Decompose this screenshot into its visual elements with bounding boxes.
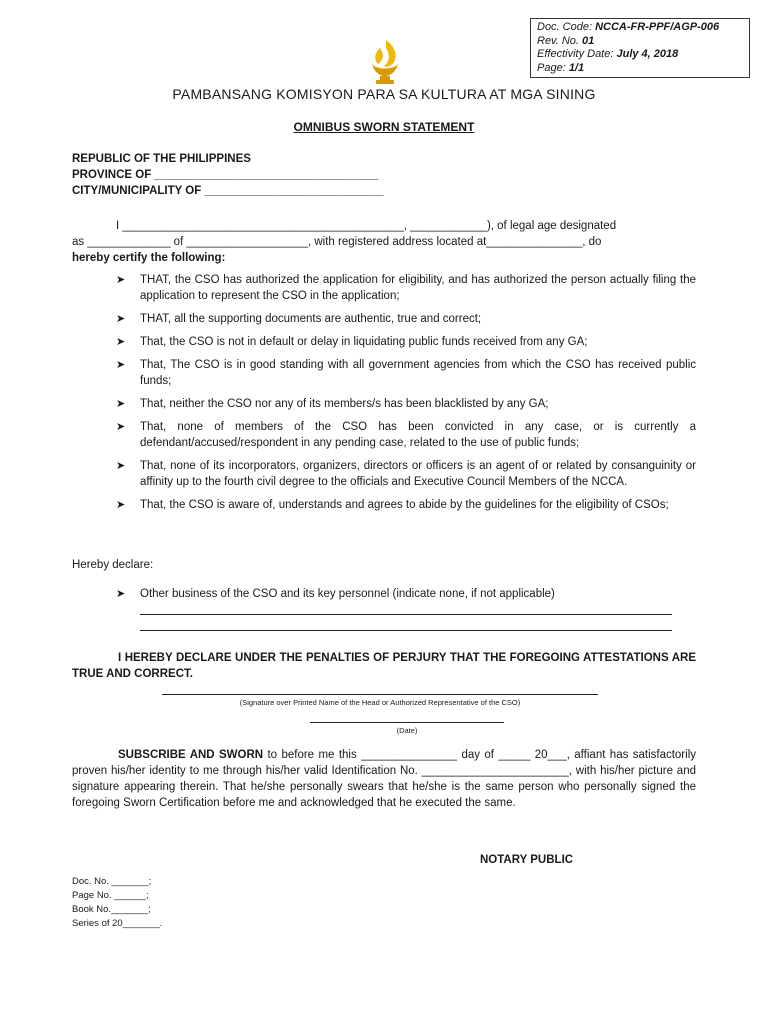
intro-line-3: hereby certify the following:: [72, 252, 226, 264]
document-title: OMNIBUS SWORN STATEMENT: [293, 120, 475, 134]
other-business-item: [116, 586, 696, 602]
date-line[interactable]: [310, 722, 504, 723]
subscribe-paragraph: [72, 747, 696, 811]
arrow-bullet-icon: ➤: [116, 313, 126, 325]
signature-caption: (Signature over Printed Name of the Head or Authorized Representative of the CSO): [239, 698, 521, 707]
certification-item: ➤ THAT, the CSO has authorized the application for eligibility, and has authorized the person actually filing the application to represent the CSO in the application;: [116, 274, 696, 302]
certification-item: ➤ That, none of its incorporators, organizers, directors or officers is an agent of or related by consanguinity or affinity up to the fourth civil degree to the officials and Executive Council Members of the NCCA.: [116, 460, 696, 488]
ncca-flame-logo-icon: [364, 38, 406, 88]
certification-list: [116, 272, 696, 520]
date-caption: (Date): [396, 726, 418, 735]
certification-item: ➤ That, none of members of the CSO has been convicted in any case, or is currently a defendant/accused/respondent in any pending case, related to the use of public funds;: [116, 421, 696, 449]
other-business-label: Other business of the CSO and its key personnel (indicate none, if not applicable): [140, 588, 555, 600]
intro-line-1: I ____________________________________________, ____________), of legal age designated: [116, 220, 617, 232]
other-business-line-2[interactable]: [140, 630, 672, 631]
page-row: [537, 62, 743, 76]
agency-name: PAMBANSANG KOMISYON PARA SA KULTURA AT MGA SINING: [172, 86, 596, 102]
rev-row: [537, 35, 743, 49]
arrow-bullet-icon: ➤: [116, 336, 126, 348]
arrow-bullet-icon: ➤: [116, 588, 126, 600]
notary-book-no: Book No._______;: [72, 904, 151, 915]
arrow-bullet-icon: ➤: [116, 421, 126, 433]
declare-heading: Hereby declare:: [72, 559, 154, 571]
arrow-bullet-icon: ➤: [116, 460, 126, 472]
certification-item: ➤ That, neither the CSO nor any of its members/s has been blacklisted by any GA;: [116, 398, 549, 410]
certification-item: ➤ That, The CSO is in good standing with all government agencies from which the CSO has received public funds;: [116, 359, 696, 387]
effectivity-label: Effectivity Date:: [537, 48, 614, 60]
document-code-box: [530, 18, 750, 78]
page-value: 1/1: [568, 61, 585, 74]
arrow-bullet-icon: ➤: [116, 359, 126, 371]
intro-line-2: as _____________ of ___________________, with registered address located at_______________, do: [72, 236, 602, 248]
certification-item: ➤ THAT, all the supporting documents are authentic, true and correct;: [116, 313, 482, 325]
notary-page-no: Page No. ______;: [72, 890, 149, 901]
doc-code-value: NCCA-FR-PPF/AGP-006: [595, 21, 720, 33]
doc-code-label: Doc. Code:: [537, 21, 593, 33]
other-business-line-1[interactable]: [140, 614, 672, 615]
perjury-declaration: I HEREBY DECLARE UNDER THE PENALTIES OF PERJURY THAT THE FOREGOING ATTESTATIONS ARE TRUE AND CORRECT.: [72, 652, 696, 680]
rev-value: 01: [582, 34, 595, 47]
subscribe-lead: SUBSCRIBE AND SWORN: [118, 749, 264, 761]
subscribe-body: to before me this _______________ day of _____ 20___, affiant has satisfactorily proven his/her identity to me through his/her valid Identification No. _______________________, with his/her picture and signature appearing therein. That he/she personally swears that he/she is the same person who personally signed the foregoing Sworn Certification before me and acknowledged that he executed the same.: [72, 749, 696, 809]
effectivity-value: July 4, 2018: [616, 48, 679, 60]
page-label: Page:: [537, 61, 566, 74]
certification-item: ➤ That, the CSO is not in default or delay in liquidating public funds received from any GA;: [116, 336, 588, 348]
doc-code-row: [537, 21, 743, 35]
city-field: CITY/MUNICIPALITY OF ____________________________: [72, 185, 384, 197]
arrow-bullet-icon: ➤: [116, 499, 126, 511]
notary-public-label: NOTARY PUBLIC: [480, 854, 574, 866]
notary-series: Series of 20_______.: [72, 918, 163, 929]
notary-doc-no: Doc. No. _______;: [72, 876, 152, 887]
arrow-bullet-icon: ➤: [116, 398, 126, 410]
republic-line: REPUBLIC OF THE PHILIPPINES: [72, 153, 251, 165]
arrow-bullet-icon: ➤: [116, 274, 126, 286]
rev-label: Rev. No.: [537, 34, 579, 47]
certification-item: ➤ That, the CSO is aware of, understands and agrees to abide by the guidelines for the eligibility of CSOs;: [116, 499, 669, 511]
effectivity-row: [537, 48, 743, 62]
signature-line[interactable]: [162, 694, 598, 695]
province-field: PROVINCE OF ___________________________________: [72, 169, 379, 181]
